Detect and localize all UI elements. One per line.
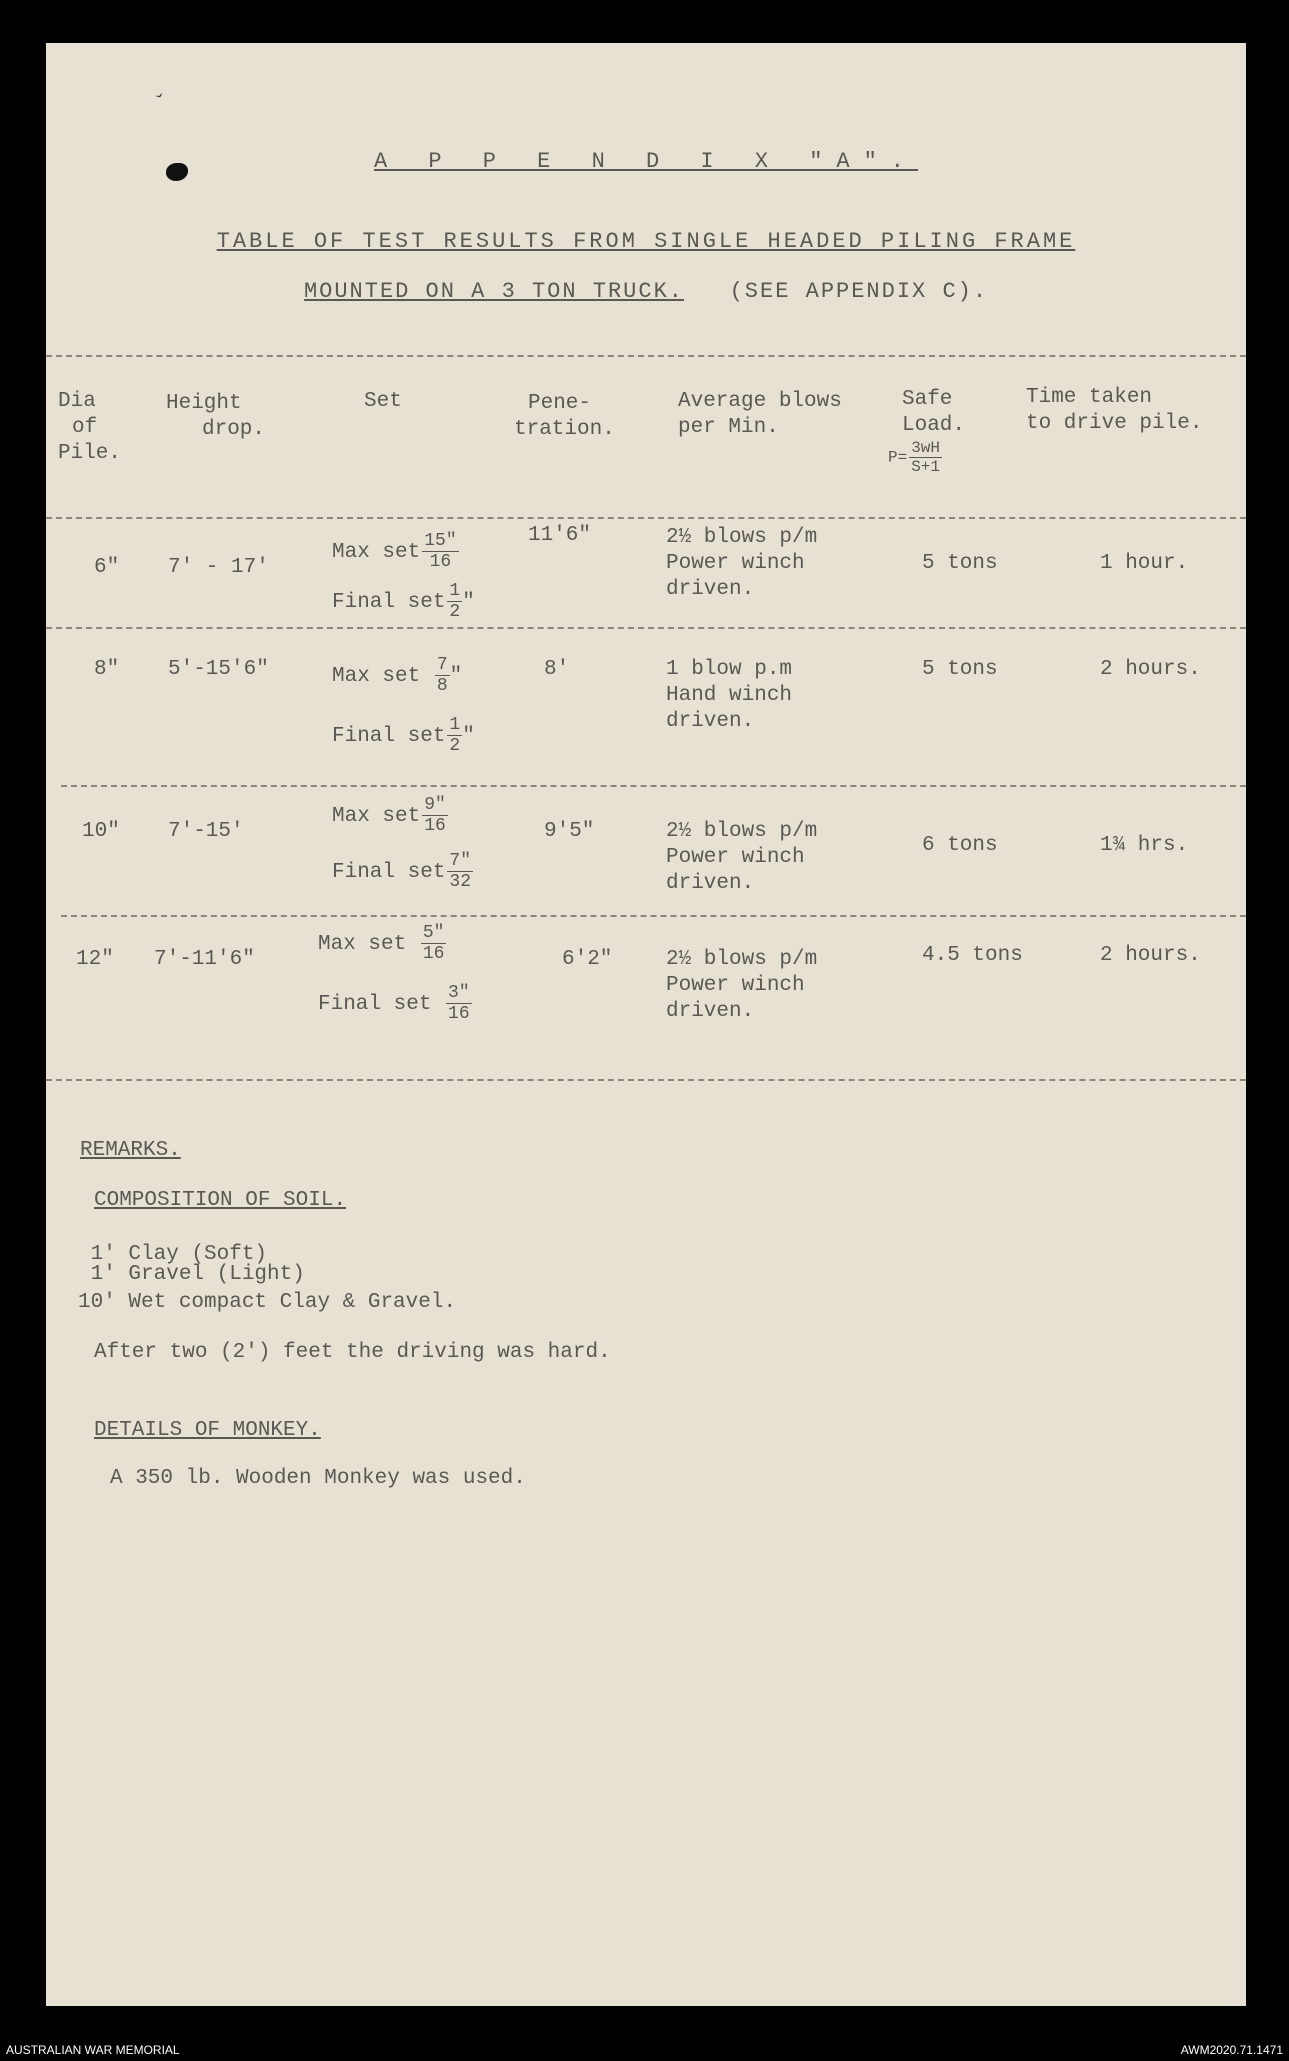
row3-max-set: Max set $\frac{9"}{16}$ <box>332 795 446 836</box>
soil-heading: COMPOSITION OF SOIL. <box>94 1189 347 1212</box>
soil-line-1: 1' Clay (Soft) <box>78 1243 268 1266</box>
safe-load-formula: P= $\frac{3wH}{S+1}$ <box>888 439 941 476</box>
footer-source: AUSTRALIAN WAR MEMORIAL <box>6 2043 180 2057</box>
header-penetration: Pene- tration. <box>514 392 615 441</box>
row3-load: 6 tons <box>922 834 998 857</box>
table-title-line2-b: (SEE APPENDIX C). <box>729 279 989 304</box>
row4-time: 2 hours. <box>1100 944 1201 967</box>
monkey-note: A 350 lb. Wooden Monkey was used. <box>110 1467 526 1490</box>
row2-dia: 8" <box>94 658 120 681</box>
table-title-line2-a: MOUNTED ON A 3 TON TRUCK. <box>303 279 684 304</box>
row3-penetration: 9'5" <box>544 820 595 843</box>
row2-time: 2 hours. <box>1100 658 1201 681</box>
row2-max-set: Max set $\frac{7}{8}$ " <box>332 655 463 696</box>
row1-max-set: Max set $\frac{15"}{16}$ <box>332 531 457 572</box>
row1-height: 7' - 17' <box>168 556 269 579</box>
footer-accession: AWM2020.71.1471 <box>1180 2043 1283 2057</box>
row3-blows: 2½ blows p/m Power winch driven. <box>666 820 818 895</box>
row4-blows: 2½ blows p/m Power winch driven. <box>666 948 818 1023</box>
row2-height: 5'-15'6" <box>168 658 269 681</box>
row2-load: 5 tons <box>922 658 998 681</box>
row3-dia: 10" <box>82 820 120 843</box>
header-set: Set <box>364 390 402 413</box>
header-safe-load: Safe Load. <box>902 388 966 437</box>
soil-line-2: 1' Gravel (Light) <box>78 1263 305 1286</box>
row1-final-set: Final set $\frac{1}{2}$ " <box>332 581 475 622</box>
appendix-title: A P P E N D I X "A". <box>373 149 919 174</box>
monkey-heading: DETAILS OF MONKEY. <box>94 1419 321 1442</box>
row1-penetration: 11'6" <box>528 524 592 547</box>
table-rule-row2 <box>61 785 1246 787</box>
driving-note: After two (2') feet the driving was hard. <box>94 1341 611 1364</box>
row1-load: 5 tons <box>922 552 998 575</box>
row2-final-set: Final set $\frac{1}{2}$ " <box>332 715 475 756</box>
row1-dia: 6" <box>94 556 120 579</box>
row1-blows: 2½ blows p/m Power winch driven. <box>666 526 818 601</box>
row2-penetration: 8' <box>544 658 570 681</box>
table-rule-top <box>46 355 1246 357</box>
row1-time: 1 hour. <box>1100 552 1189 575</box>
header-dia: Dia of Pile. <box>58 390 122 465</box>
row4-max-set: Max set $\frac{5"}{16}$ <box>318 923 445 964</box>
table-rule-bottom <box>46 1079 1246 1081</box>
pen-mark: ˇ <box>152 90 174 117</box>
table-title-line2 <box>46 279 1246 304</box>
row4-dia: 12" <box>76 948 114 971</box>
header-height: Height drop. <box>166 392 266 441</box>
row3-time: 1¾ hrs. <box>1100 834 1189 857</box>
row4-penetration: 6'2" <box>562 948 613 971</box>
row4-final-set: Final set $\frac{3"}{16}$ <box>318 983 470 1024</box>
table-rule-header <box>46 517 1246 519</box>
table-rule-row1 <box>46 627 1246 629</box>
row4-height: 7'-11'6" <box>154 948 255 971</box>
table-rule-row3 <box>61 915 1246 917</box>
header-blows: Average blows per Min. <box>678 390 842 439</box>
soil-line-3: 10' Wet compact Clay & Gravel. <box>78 1291 457 1314</box>
remarks-heading: REMARKS. <box>80 1139 181 1162</box>
row3-height: 7'-15' <box>168 820 244 843</box>
row4-load: 4.5 tons <box>922 944 1023 967</box>
document-page <box>46 43 1246 2006</box>
table-title-line1: TABLE OF TEST RESULTS FROM SINGLE HEADED PILING FRAME <box>216 229 1076 254</box>
header-time: Time taken to drive pile. <box>1026 386 1203 435</box>
row3-final-set: Final set $\frac{7"}{32}$ <box>332 851 472 892</box>
row2-blows: 1 blow p.m Hand winch driven. <box>666 658 793 733</box>
